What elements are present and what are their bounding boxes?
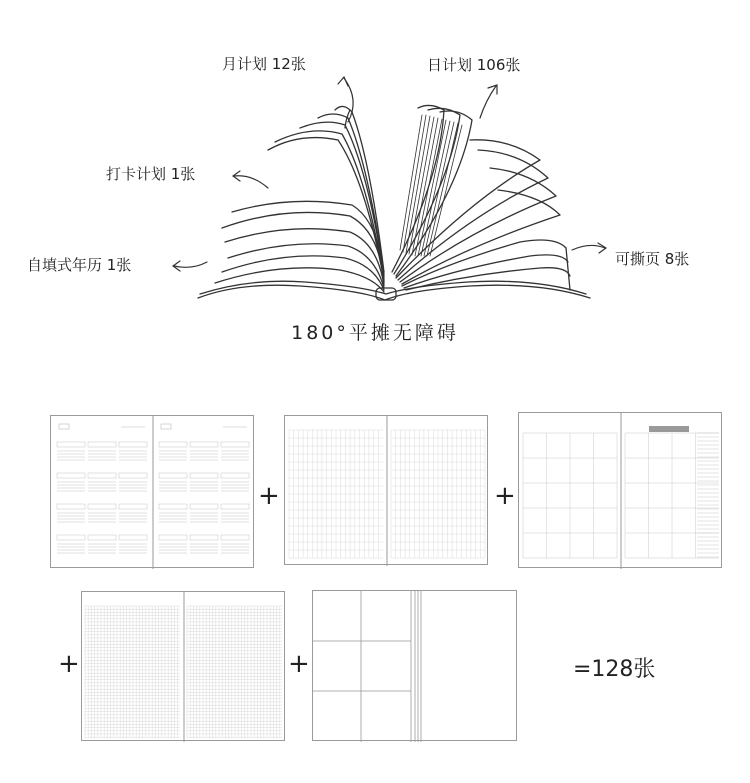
month-plan-spread xyxy=(518,412,722,568)
check-in-grid-spread xyxy=(284,415,488,565)
calendar-spread xyxy=(50,415,254,568)
label-tearable: 可撕页 8张 xyxy=(615,250,690,268)
tearable-spread xyxy=(312,590,517,741)
label-day-plan: 日计划 106张 xyxy=(427,56,521,74)
plus-sign: + xyxy=(288,649,310,679)
label-self-fill-calendar: 自填式年历 1张 xyxy=(27,256,132,274)
label-checkin-plan: 打卡计划 1张 xyxy=(106,165,196,183)
plus-sign: + xyxy=(494,481,516,511)
day-plan-spread xyxy=(81,591,285,741)
page-caption: 180°平摊无障碍 xyxy=(291,322,459,344)
total-count: =128张 xyxy=(573,657,656,682)
plus-sign: + xyxy=(258,481,280,511)
label-month-plan: 月计划 12张 xyxy=(222,55,306,73)
plus-sign: + xyxy=(58,649,80,679)
